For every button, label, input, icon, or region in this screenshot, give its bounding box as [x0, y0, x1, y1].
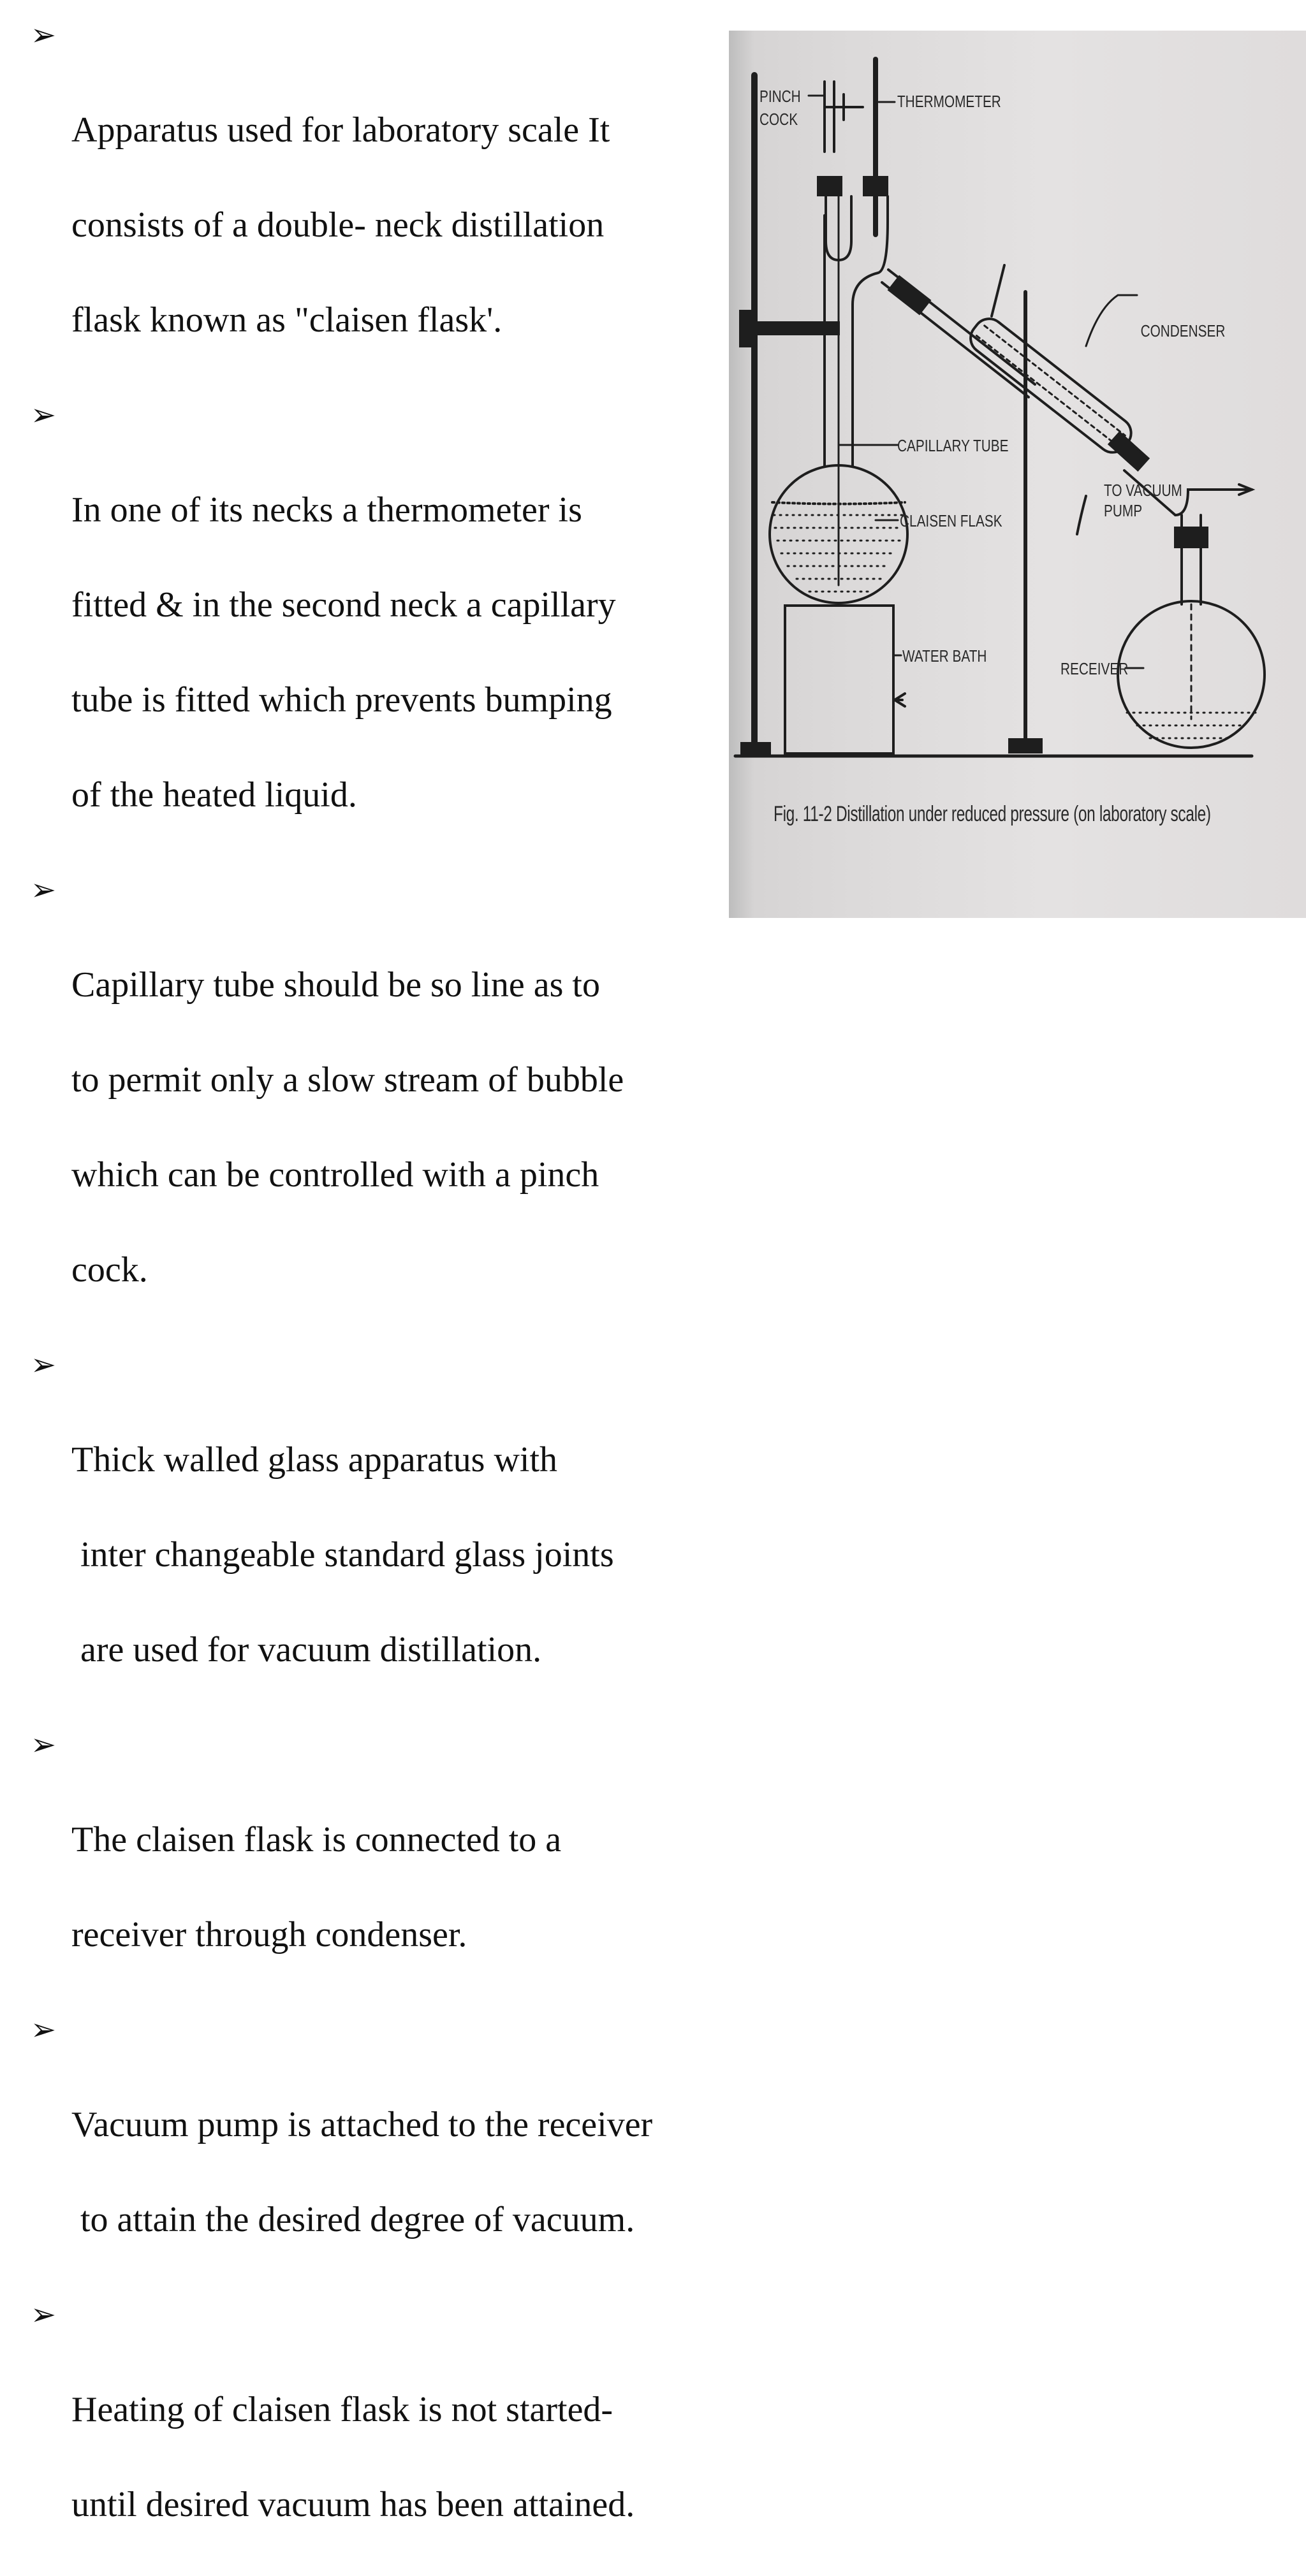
bullet-line: fitted & in the second neck a capillary	[71, 585, 616, 625]
label-pinch: PINCH	[759, 87, 801, 106]
bullet-line: Heating of claisen flask is not started-	[71, 2390, 613, 2429]
bullet-line: are used for vacuum distillation.	[80, 1630, 542, 1670]
bullet-line: which can be controlled with a pinch	[71, 1155, 599, 1195]
label-capillary-tube: CAPILLARY TUBE	[897, 436, 1009, 455]
bullet-item	[26, 1341, 701, 1721]
bullet-line: Apparatus used for laboratory scale It	[71, 110, 610, 150]
stand-base	[742, 743, 770, 755]
bullet-item	[26, 1721, 701, 2006]
arrow-bullet-icon: ➢	[30, 1727, 57, 1763]
arrow-bullet-icon: ➢	[30, 397, 57, 433]
label-pump: PUMP	[1104, 501, 1143, 520]
label-condenser: CONDENSER	[1140, 321, 1226, 340]
bullet-line: flask known as "claisen flask'.	[71, 300, 503, 340]
receiver-flask	[1118, 601, 1265, 748]
bullet-list	[26, 11, 701, 2576]
water-outlet	[992, 265, 1004, 316]
pinch-cock	[825, 82, 863, 152]
bullet-line: inter changeable standard glass joints	[80, 1535, 614, 1575]
bath-tap	[895, 694, 905, 706]
receiver-stopper	[1175, 528, 1207, 547]
bullet-line: tube is fitted which prevents bumping	[71, 680, 612, 720]
bullet-item	[26, 2006, 701, 2291]
figure-caption: Fig. 11-2 Distillation under reduced pressure (on laboratory scale)	[774, 802, 1211, 826]
bullet-line: to attain the desired degree of vacuum.	[80, 2200, 635, 2239]
bullet-line: The claisen flask is connected to a	[71, 1820, 562, 1859]
clamp-knob	[740, 311, 754, 346]
label-receiver: RECEIVER	[1060, 659, 1129, 678]
arrow-bullet-icon: ➢	[30, 872, 57, 908]
thermo-stopper	[864, 177, 887, 195]
bullet-line: Thick walled glass apparatus with	[71, 1440, 558, 1480]
arrow-bullet-icon: ➢	[30, 2297, 57, 2332]
label-cock: COCK	[759, 110, 798, 129]
label-thermometer: THERMOMETER	[897, 92, 1001, 111]
bullet-line: to permit only a slow stream of bubble	[71, 1060, 624, 1100]
bullet-line: of the heated liquid.	[71, 775, 357, 815]
bullet-item	[26, 866, 701, 1341]
water-bath	[785, 606, 893, 753]
bullet-line: cock.	[71, 1250, 148, 1290]
label-to-vacuum: TO VACUUM	[1104, 481, 1182, 500]
bullet-item	[26, 11, 701, 391]
label-claisen-flask: CLAISEN FLASK	[900, 511, 1002, 530]
arrow-bullet-icon: ➢	[30, 17, 57, 53]
tube-joint	[889, 277, 929, 313]
bullet-line: Capillary tube should be so line as to	[71, 965, 600, 1005]
bullet-item	[26, 391, 701, 866]
bullet-item	[26, 2291, 701, 2576]
water-inlet	[1077, 496, 1086, 534]
bullet-line: until desired vacuum has been attained.	[71, 2485, 635, 2524]
vacuum-distillation-diagram	[729, 31, 1306, 918]
pinch-stopper	[818, 177, 841, 195]
condenser-stand-base	[1009, 739, 1041, 752]
apparatus-figure	[729, 31, 1306, 918]
label-water-bath: WATER BATH	[902, 646, 987, 666]
arrow-bullet-icon: ➢	[30, 2012, 57, 2048]
bullet-line: consists of a double- neck distillation	[71, 205, 605, 245]
arrow-bullet-icon: ➢	[30, 1347, 57, 1383]
bullet-line: Vacuum pump is attached to the receiver	[71, 2105, 653, 2144]
bullet-line: receiver through condenser.	[71, 1915, 467, 1954]
bullet-line: In one of its necks a thermometer is	[71, 490, 582, 530]
side-neck	[853, 196, 888, 305]
